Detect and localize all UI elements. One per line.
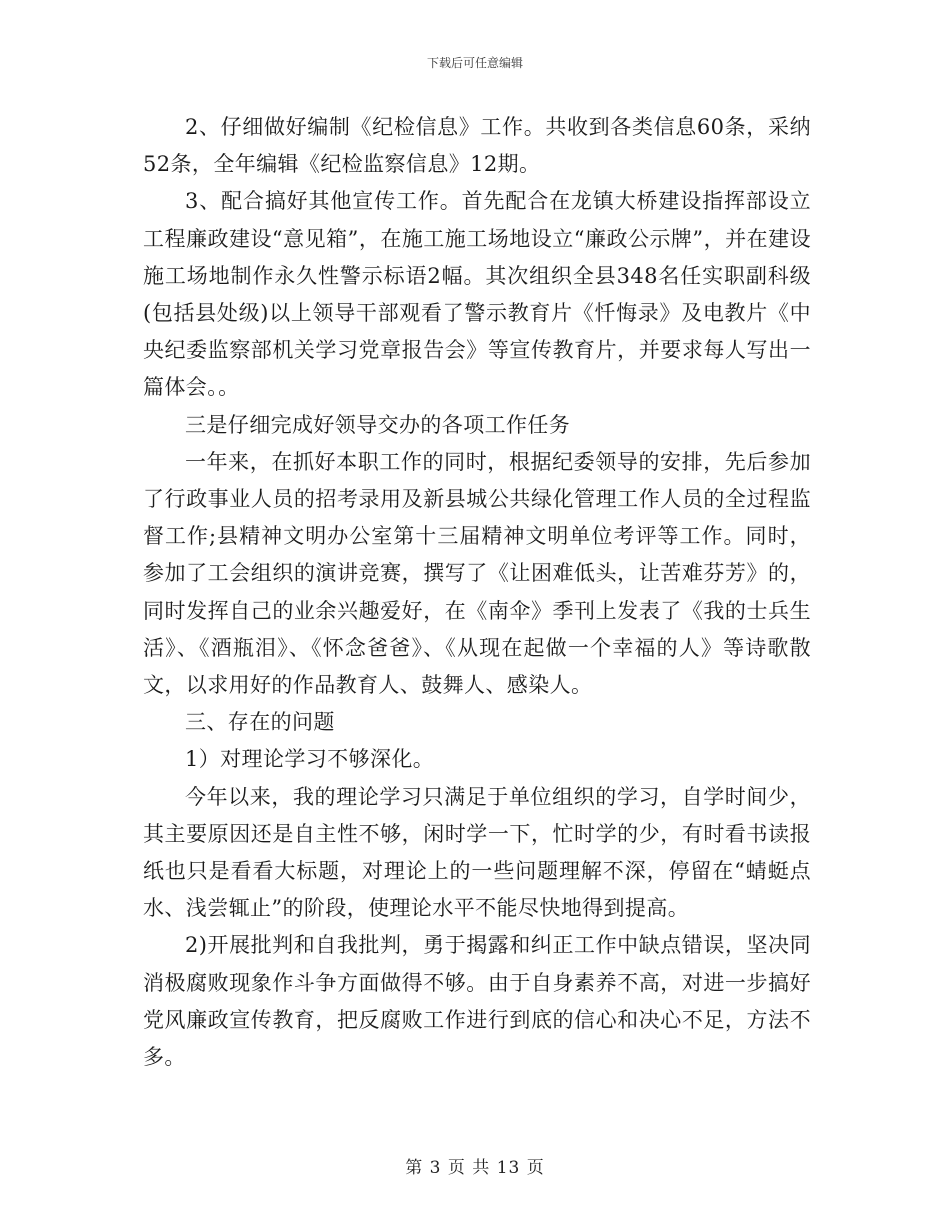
paragraph-editing-info: 2、仔细做好编制《纪检信息》工作。共收到各类信息60条，采纳52条，全年编辑《纪检监察信息》12期。 — [143, 115, 811, 177]
page-number-footer: 第 3 页 共 13 页 — [405, 1158, 545, 1178]
paragraph-leader-tasks-heading: 三是仔细完成好领导交办的各项工作任务 — [185, 412, 571, 437]
header-note: 下载后可任意编辑 — [426, 56, 523, 70]
paragraph-year-summary: 一年来，在抓好本职工作的同时，根据纪委领导的安排，先后参加了行政事业人员的招考录用及新县城公共绿化管理工作人员的全过程监督工作;县精神文明办公室第十三届精神文明单位考评等工作。同时，参加了工会组织的演讲竞赛，撰写了《让困难低头，让苦难芬芳》的，同时发挥自己的业余兴趣爱好，在《南伞》季刊上发表了《我的士兵生活》、《酒瓶泪》、《怀念爸爸》、《从现在起做一个幸福的人》等诗歌散文，以求用好的作品教育人、鼓舞人、感染人。 — [143, 449, 811, 698]
paragraph-problem-1-detail: 今年以来，我的理论学习只满足于单位组织的学习，自学时间少，其主要原因还是自主性不够，闲时学一下，忙时学的少，有时看书读报纸也只是看看大标题，对理论上的一些问题理解不深，停留在“蜻蜓点水、浅尝辄止”的阶段，使理论水平不能尽快地得到提高。 — [143, 784, 811, 921]
paragraph-publicity-work: 3、配合搞好其他宣传工作。首先配合在龙镇大桥建设指挥部设立工程廉政建设“意见箱”，在施工施工场地设立“廉政公示牌”，并在建设施工场地制作永久性警示标语2幅。其次组织全县348名任实职副科级(包括县处级)以上领导干部观看了警示教育片《忏悔录》及电教片《中央纪委监察部机关学习党章报告会》等宣传教育片，并要求每人写出一篇体会。。 — [143, 189, 811, 400]
paragraph-problem-2: 2)开展批判和自我批判，勇于揭露和纠正工作中缺点错误，坚决同消极腐败现象作斗争方面做得不够。由于自身素养不高，对进一步搞好党风廉政宣传教育，把反腐败工作进行到底的信心和决心不足，方法不多。 — [143, 933, 811, 1070]
document-body — [143, 109, 811, 1076]
paragraph-problem-1-heading: 1）对理论学习不够深化。 — [185, 747, 435, 772]
section-heading-problems: 三、存在的问题 — [185, 710, 335, 735]
